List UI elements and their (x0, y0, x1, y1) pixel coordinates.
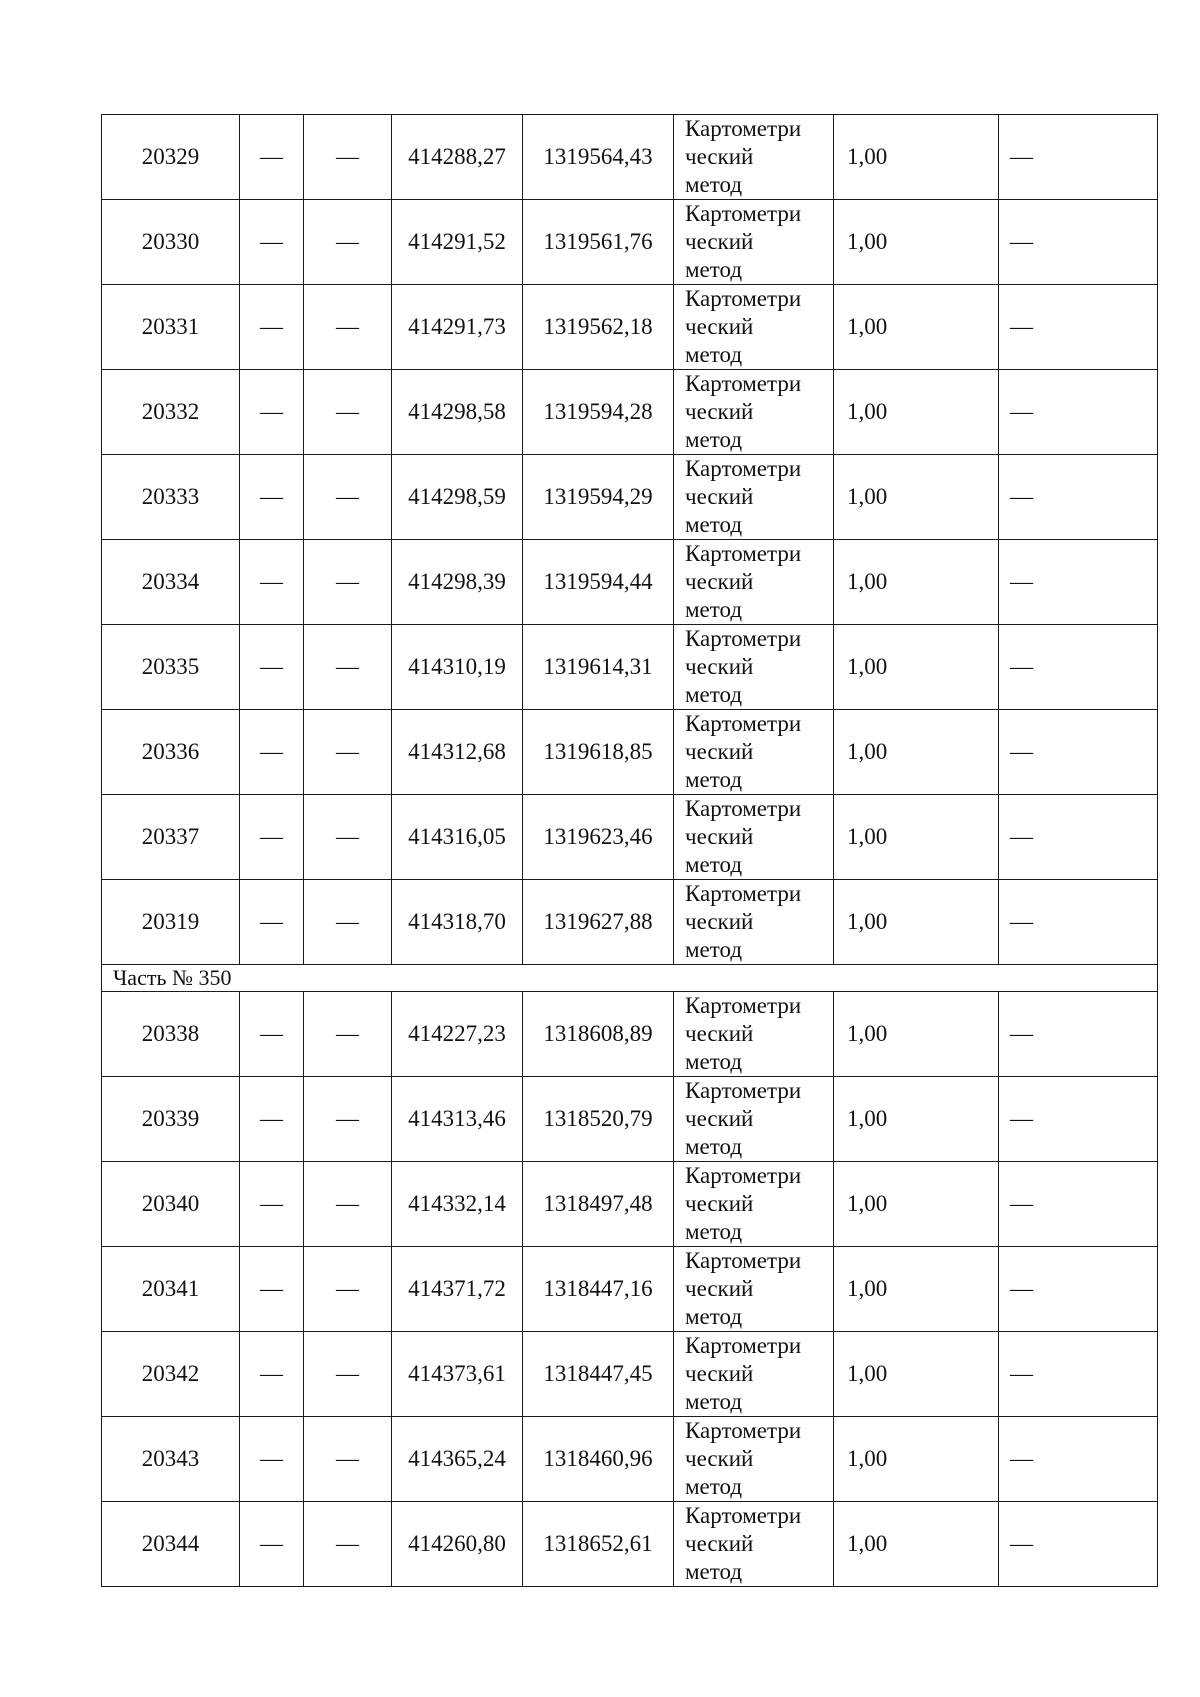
part-header-row (102, 965, 1158, 992)
empty-value-cell: — (240, 625, 304, 710)
method-text-line: ческий (685, 484, 754, 509)
empty-value-cell: — (304, 455, 392, 540)
coordinate-x-cell: 414310,19 (392, 625, 523, 710)
coordinate-y-cell: 1319594,28 (523, 370, 674, 455)
point-number-cell: 20337 (102, 795, 240, 880)
description-cell: — (999, 1332, 1158, 1417)
method-text-line: ческий (685, 1361, 754, 1386)
method-text-line: метод (685, 1219, 743, 1244)
method-text-line: метод (685, 512, 743, 537)
empty-value-cell: — (304, 115, 392, 200)
coordinate-x-cell: 414365,24 (392, 1417, 523, 1502)
point-number-cell: 20344 (102, 1502, 240, 1587)
accuracy-cell: 1,00 (834, 200, 999, 285)
description-cell: — (999, 285, 1158, 370)
empty-value-cell: — (304, 540, 392, 625)
accuracy-cell: 1,00 (834, 992, 999, 1077)
empty-value-cell: — (240, 1077, 304, 1162)
empty-value-cell: — (240, 1502, 304, 1587)
coordinate-x-cell: 414371,72 (392, 1247, 523, 1332)
coordinates-table-body (102, 115, 1158, 1587)
empty-value-cell: — (240, 1332, 304, 1417)
empty-value-cell: — (240, 455, 304, 540)
empty-value-cell: — (240, 1417, 304, 1502)
coordinate-y-cell: 1319594,29 (523, 455, 674, 540)
method-text-line: метод (685, 1474, 743, 1499)
document-page (101, 114, 1157, 1587)
empty-value-cell: — (240, 200, 304, 285)
coordinate-y-cell: 1319618,85 (523, 710, 674, 795)
coordinate-y-cell: 1318447,16 (523, 1247, 674, 1332)
accuracy-cell: 1,00 (834, 115, 999, 200)
coordinate-x-cell: 414298,58 (392, 370, 523, 455)
point-number-cell: 20343 (102, 1417, 240, 1502)
table-row (102, 1502, 1158, 1587)
method-text-line: Картометри (685, 796, 802, 821)
description-cell: — (999, 1162, 1158, 1247)
method-text-line: метод (685, 1304, 743, 1329)
empty-value-cell: — (304, 200, 392, 285)
empty-value-cell: — (304, 795, 392, 880)
method-text-line: метод (685, 937, 743, 962)
method-cell (674, 625, 834, 710)
method-text-line: ческий (685, 144, 754, 169)
method-text-line: метод (685, 1559, 743, 1584)
method-text-line: ческий (685, 1531, 754, 1556)
accuracy-cell: 1,00 (834, 1077, 999, 1162)
method-text-line: Картометри (685, 1078, 802, 1103)
method-text-line: Картометри (685, 1163, 802, 1188)
empty-value-cell: — (304, 1332, 392, 1417)
point-number-cell: 20331 (102, 285, 240, 370)
method-text-line: Картометри (685, 201, 802, 226)
method-text-line: ческий (685, 1446, 754, 1471)
coordinate-x-cell: 414291,52 (392, 200, 523, 285)
accuracy-cell: 1,00 (834, 370, 999, 455)
empty-value-cell: — (304, 370, 392, 455)
accuracy-cell: 1,00 (834, 540, 999, 625)
method-text-line: ческий (685, 739, 754, 764)
table-row (102, 625, 1158, 710)
empty-value-cell: — (240, 540, 304, 625)
coordinate-y-cell: 1319623,46 (523, 795, 674, 880)
empty-value-cell: — (240, 285, 304, 370)
method-text-line: Картометри (685, 711, 802, 736)
accuracy-cell: 1,00 (834, 795, 999, 880)
coordinate-x-cell: 414316,05 (392, 795, 523, 880)
coordinate-y-cell: 1319561,76 (523, 200, 674, 285)
table-row (102, 115, 1158, 200)
point-number-cell: 20341 (102, 1247, 240, 1332)
method-cell (674, 880, 834, 965)
coordinate-y-cell: 1318447,45 (523, 1332, 674, 1417)
point-number-cell: 20332 (102, 370, 240, 455)
empty-value-cell: — (240, 992, 304, 1077)
method-text-line: метод (685, 1389, 743, 1414)
accuracy-cell: 1,00 (834, 1502, 999, 1587)
description-cell: — (999, 1077, 1158, 1162)
method-cell (674, 1162, 834, 1247)
empty-value-cell: — (304, 1247, 392, 1332)
method-text-line: Картометри (685, 993, 802, 1018)
accuracy-cell: 1,00 (834, 1247, 999, 1332)
method-text-line: ческий (685, 314, 754, 339)
method-text-line: ческий (685, 1276, 754, 1301)
table-row (102, 1247, 1158, 1332)
description-cell: — (999, 115, 1158, 200)
method-text-line: Картометри (685, 116, 802, 141)
method-cell (674, 370, 834, 455)
method-cell (674, 795, 834, 880)
method-text-line: метод (685, 852, 743, 877)
point-number-cell: 20338 (102, 992, 240, 1077)
method-text-line: Картометри (685, 286, 802, 311)
method-text-line: Картометри (685, 371, 802, 396)
coordinate-y-cell: 1318652,61 (523, 1502, 674, 1587)
empty-value-cell: — (240, 115, 304, 200)
point-number-cell: 20334 (102, 540, 240, 625)
coordinate-x-cell: 414373,61 (392, 1332, 523, 1417)
method-cell (674, 1332, 834, 1417)
method-text-line: ческий (685, 654, 754, 679)
accuracy-cell: 1,00 (834, 1332, 999, 1417)
empty-value-cell: — (240, 710, 304, 795)
accuracy-cell: 1,00 (834, 1417, 999, 1502)
accuracy-cell: 1,00 (834, 455, 999, 540)
coordinate-y-cell: 1319564,43 (523, 115, 674, 200)
coordinate-x-cell: 414318,70 (392, 880, 523, 965)
description-cell: — (999, 1502, 1158, 1587)
coordinate-x-cell: 414291,73 (392, 285, 523, 370)
coordinate-y-cell: 1318608,89 (523, 992, 674, 1077)
method-text-line: метод (685, 1049, 743, 1074)
method-text-line: метод (685, 342, 743, 367)
method-text-line: ческий (685, 1106, 754, 1131)
coordinate-x-cell: 414298,59 (392, 455, 523, 540)
point-number-cell: 20319 (102, 880, 240, 965)
table-row (102, 710, 1158, 795)
description-cell: — (999, 880, 1158, 965)
part-label: Часть № 350 (102, 965, 1158, 992)
coordinate-x-cell: 414312,68 (392, 710, 523, 795)
point-number-cell: 20336 (102, 710, 240, 795)
coordinate-x-cell: 414298,39 (392, 540, 523, 625)
description-cell: — (999, 1417, 1158, 1502)
method-text-line: ческий (685, 909, 754, 934)
table-row (102, 1332, 1158, 1417)
method-cell (674, 1077, 834, 1162)
coordinate-y-cell: 1319594,44 (523, 540, 674, 625)
coordinate-y-cell: 1319627,88 (523, 880, 674, 965)
coordinate-x-cell: 414313,46 (392, 1077, 523, 1162)
description-cell: — (999, 540, 1158, 625)
description-cell: — (999, 1247, 1158, 1332)
method-text-line: ческий (685, 1021, 754, 1046)
method-text-line: метод (685, 1134, 743, 1159)
coordinate-x-cell: 414227,23 (392, 992, 523, 1077)
method-text-line: Картометри (685, 626, 802, 651)
description-cell: — (999, 200, 1158, 285)
method-text-line: Картометри (685, 456, 802, 481)
description-cell: — (999, 625, 1158, 710)
table-row (102, 795, 1158, 880)
method-cell (674, 455, 834, 540)
empty-value-cell: — (240, 1162, 304, 1247)
description-cell: — (999, 795, 1158, 880)
point-number-cell: 20340 (102, 1162, 240, 1247)
method-text-line: метод (685, 172, 743, 197)
table-row (102, 200, 1158, 285)
method-cell (674, 540, 834, 625)
method-cell (674, 1502, 834, 1587)
table-row (102, 455, 1158, 540)
method-text-line: ческий (685, 1191, 754, 1216)
description-cell: — (999, 455, 1158, 540)
method-text-line: Картометри (685, 1503, 802, 1528)
coordinate-x-cell: 414332,14 (392, 1162, 523, 1247)
coordinate-y-cell: 1318520,79 (523, 1077, 674, 1162)
point-number-cell: 20329 (102, 115, 240, 200)
point-number-cell: 20333 (102, 455, 240, 540)
empty-value-cell: — (304, 1077, 392, 1162)
table-row (102, 285, 1158, 370)
table-row (102, 880, 1158, 965)
method-cell (674, 200, 834, 285)
method-text-line: ческий (685, 229, 754, 254)
method-text-line: Картометри (685, 1248, 802, 1273)
description-cell: — (999, 710, 1158, 795)
point-number-cell: 20339 (102, 1077, 240, 1162)
method-text-line: Картометри (685, 881, 802, 906)
method-text-line: Картометри (685, 541, 802, 566)
method-text-line: ческий (685, 569, 754, 594)
description-cell: — (999, 370, 1158, 455)
empty-value-cell: — (304, 710, 392, 795)
method-text-line: метод (685, 682, 743, 707)
table-row (102, 540, 1158, 625)
accuracy-cell: 1,00 (834, 880, 999, 965)
empty-value-cell: — (304, 880, 392, 965)
table-row (102, 370, 1158, 455)
table-row (102, 992, 1158, 1077)
method-cell (674, 115, 834, 200)
point-number-cell: 20330 (102, 200, 240, 285)
accuracy-cell: 1,00 (834, 710, 999, 795)
method-text-line: метод (685, 767, 743, 792)
empty-value-cell: — (304, 1162, 392, 1247)
accuracy-cell: 1,00 (834, 625, 999, 710)
method-text-line: Картометри (685, 1418, 802, 1443)
method-text-line: метод (685, 597, 743, 622)
method-cell (674, 992, 834, 1077)
method-text-line: метод (685, 427, 743, 452)
empty-value-cell: — (240, 880, 304, 965)
coordinate-y-cell: 1319562,18 (523, 285, 674, 370)
method-text-line: метод (685, 257, 743, 282)
point-number-cell: 20342 (102, 1332, 240, 1417)
empty-value-cell: — (240, 1247, 304, 1332)
coordinate-y-cell: 1318460,96 (523, 1417, 674, 1502)
coordinate-x-cell: 414288,27 (392, 115, 523, 200)
coordinates-table (101, 114, 1158, 1587)
method-text-line: ческий (685, 399, 754, 424)
empty-value-cell: — (304, 625, 392, 710)
empty-value-cell: — (304, 1417, 392, 1502)
method-text-line: Картометри (685, 1333, 802, 1358)
coordinate-x-cell: 414260,80 (392, 1502, 523, 1587)
description-cell: — (999, 992, 1158, 1077)
empty-value-cell: — (304, 992, 392, 1077)
point-number-cell: 20335 (102, 625, 240, 710)
method-cell (674, 285, 834, 370)
empty-value-cell: — (304, 1502, 392, 1587)
accuracy-cell: 1,00 (834, 1162, 999, 1247)
method-cell (674, 1247, 834, 1332)
coordinate-y-cell: 1319614,31 (523, 625, 674, 710)
table-row (102, 1417, 1158, 1502)
empty-value-cell: — (304, 285, 392, 370)
coordinate-y-cell: 1318497,48 (523, 1162, 674, 1247)
table-row (102, 1162, 1158, 1247)
method-cell (674, 710, 834, 795)
empty-value-cell: — (240, 370, 304, 455)
method-text-line: ческий (685, 824, 754, 849)
empty-value-cell: — (240, 795, 304, 880)
accuracy-cell: 1,00 (834, 285, 999, 370)
table-row (102, 1077, 1158, 1162)
method-cell (674, 1417, 834, 1502)
